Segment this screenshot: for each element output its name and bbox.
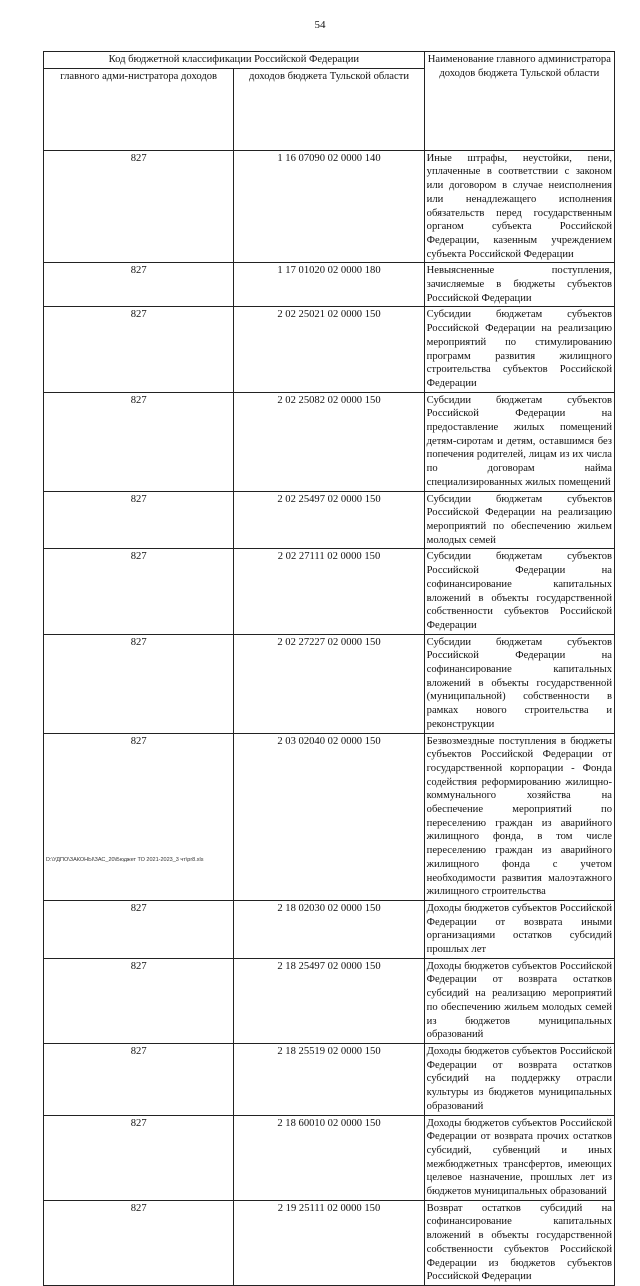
revenue-code-cell: 2 02 25497 02 0000 150: [234, 491, 424, 549]
table-row: [44, 307, 615, 392]
revenue-code-cell: 2 02 25082 02 0000 150: [234, 392, 424, 491]
admin-code-cell: 827: [44, 733, 234, 900]
admin-code-cell: 827: [44, 307, 234, 392]
header-revenue: доходов бюджета Тульской области: [234, 68, 424, 150]
revenue-code-cell: 2 02 27227 02 0000 150: [234, 634, 424, 733]
revenue-code-cell: 2 03 02040 02 0000 150: [234, 733, 424, 900]
table-row: [44, 491, 615, 549]
revenue-code-cell: 2 18 02030 02 0000 150: [234, 900, 424, 958]
file-path-footer: D:\УДПО\ЗАКОНЫ\ЗАС_20\Бюджет ТО 2021-2023_3 чт\pr8.xls: [46, 857, 204, 863]
admin-code-cell: 827: [44, 150, 234, 263]
table-row: [44, 150, 615, 263]
revenue-name-cell: Субсидии бюджетам субъектов Российской Федерации на предоставление жилых помещений детям-сиротам и детям, оставшимся без попечения родителей, лицам из их числа по договорам найма специализированных жилых помещений: [424, 392, 614, 491]
admin-code-cell: 827: [44, 1200, 234, 1285]
revenue-code-cell: 2 02 25021 02 0000 150: [234, 307, 424, 392]
admin-code-cell: 827: [44, 634, 234, 733]
revenue-name-cell: Субсидии бюджетам субъектов Российской Федерации на реализацию мероприятий по обеспечению жильем молодых семей: [424, 491, 614, 549]
table-row: [44, 263, 615, 307]
revenue-code-cell: 2 18 25519 02 0000 150: [234, 1044, 424, 1116]
table-row: [44, 1044, 615, 1116]
revenue-name-cell: Субсидии бюджетам субъектов Российской Федерации на софинансирование капитальных вложений в объекты государственной (муниципальной) собственности в рамках нового строительства и реконструкции: [424, 634, 614, 733]
admin-code-cell: 827: [44, 958, 234, 1043]
revenue-name-cell: Возврат остатков субсидий на софинансирование капитальных вложений в объекты государственной собственности субъектов Российской Федерации из бюджетов субъектов Российской Федерации: [424, 1200, 614, 1285]
table-row: [44, 634, 615, 733]
header-name: Наименование главного администратора доходов бюджета Тульской области: [424, 52, 614, 151]
header-admin: главного адми-нистратора доходов: [44, 68, 234, 150]
table-row: [44, 900, 615, 958]
revenue-name-cell: Субсидии бюджетам субъектов Российской Федерации на софинансирование капитальных вложений в объекты государственной собственности субъектов Российской Федерации: [424, 549, 614, 634]
revenue-code-cell: 2 02 27111 02 0000 150: [234, 549, 424, 634]
revenue-name-cell: Субсидии бюджетам субъектов Российской Федерации на реализацию мероприятий по стимулированию программ развития жилищного строительства субъектов Российской Федерации: [424, 307, 614, 392]
table-row: [44, 1200, 615, 1285]
admin-code-cell: 827: [44, 900, 234, 958]
revenue-admin-table: [43, 51, 615, 1286]
revenue-name-cell: Доходы бюджетов субъектов Российской Федерации от возврата иными организациями остатков субсидий прошлых лет: [424, 900, 614, 958]
revenue-name-cell: Невыясненные поступления, зачисляемые в бюджеты субъектов Российской Федерации: [424, 263, 614, 307]
table-row: [44, 958, 615, 1043]
table-row: [44, 1115, 615, 1200]
admin-code-cell: 827: [44, 549, 234, 634]
page-number: 54: [314, 19, 326, 31]
table-row: [44, 733, 615, 900]
revenue-name-cell: Доходы бюджетов субъектов Российской Федерации от возврата прочих остатков субсидий, субвенций и иных межбюджетных трансфертов, имеющих целевое назначение, прошлых лет из бюджетов муниципальных образований: [424, 1115, 614, 1200]
revenue-code-cell: 2 18 60010 02 0000 150: [234, 1115, 424, 1200]
table-row: [44, 392, 615, 491]
revenue-code-cell: 2 19 25111 02 0000 150: [234, 1200, 424, 1285]
revenue-name-cell: Доходы бюджетов субъектов Российской Федерации от возврата остатков субсидий на реализацию мероприятий по обеспечению жильем молодых семей из бюджетов муниципальных образований: [424, 958, 614, 1043]
revenue-name-cell: Безвозмездные поступления в бюджеты субъектов Российской Федерации от государственной корпорации - Фонда содействия реформированию жилищно-коммунального хозяйства на обеспечение мероприятий по переселению граждан из аварийного жилищного фонда, в том числе переселению граждан из аварийного жилищного фонда с учетом необходимости развития малоэтажного жилищного строительства: [424, 733, 614, 900]
admin-code-cell: 827: [44, 392, 234, 491]
admin-code-cell: 827: [44, 491, 234, 549]
table-row: [44, 549, 615, 634]
admin-code-cell: 827: [44, 1115, 234, 1200]
admin-code-cell: 827: [44, 1044, 234, 1116]
revenue-name-cell: Доходы бюджетов субъектов Российской Федерации от возврата остатков субсидий на поддержку отрасли культуры из бюджетов муниципальных образований: [424, 1044, 614, 1116]
revenue-code-cell: 2 18 25497 02 0000 150: [234, 958, 424, 1043]
table-body: [44, 150, 615, 1285]
revenue-code-cell: 1 17 01020 02 0000 180: [234, 263, 424, 307]
header-code-group: Код бюджетной классификации Российской Федерации: [44, 52, 425, 69]
revenue-code-cell: 1 16 07090 02 0000 140: [234, 150, 424, 263]
admin-code-cell: 827: [44, 263, 234, 307]
revenue-name-cell: Иные штрафы, неустойки, пени, уплаченные в соответствии с законом или договором в случае неисполнения или ненадлежащего исполнения обязательств перед государственным органом субъекта Российской Федерации, казенным учреждением субъекта Российской Федерации: [424, 150, 614, 263]
